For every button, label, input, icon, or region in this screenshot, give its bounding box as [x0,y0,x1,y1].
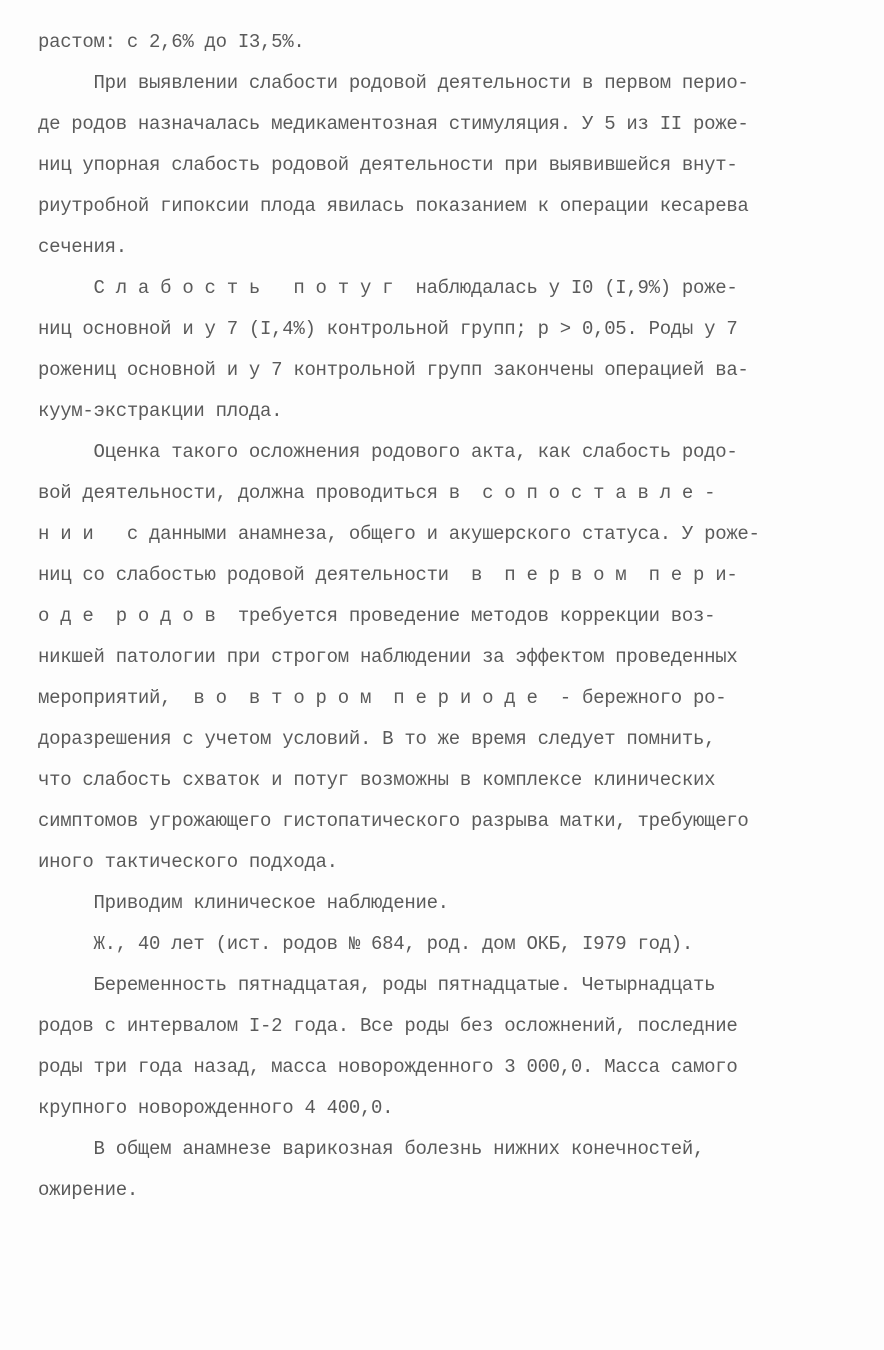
text-line: ниц со слабостью родовой деятельности в п е р в о м п е р и- [38,564,738,586]
text-line: мероприятий, в о в т о р о м п е р и о д е - бережного ро- [38,687,727,709]
text-line: вой деятельности, должна проводиться в с о п о с т а в л е - [38,482,716,504]
text-line: Ж., 40 лет (ист. родов № 684, род. дом ОКБ, I979 год). [38,933,694,955]
text-line: В общем анамнезе варикозная болезнь нижних конечностей, [38,1138,705,1160]
text-line: куум-экстракции плода. [38,400,283,422]
text-line: При выявлении слабости родовой деятельности в первом перио- [38,72,749,94]
text-line: сечения. [38,236,127,258]
text-line: Беременность пятнадцатая, роды пятнадцатые. Четырнадцать [38,974,716,996]
text-line: ниц упорная слабость родовой деятельности при выявившейся внут- [38,154,738,176]
text-line: Приводим клиническое наблюдение. [38,892,449,914]
text-line: де родов назначалась медикаментозная стимуляция. У 5 из II роже- [38,113,749,135]
text-line: роды три года назад, масса новорожденного 3 000,0. Масса самого [38,1056,738,1078]
text-line: н и и с данными анамнеза, общего и акушерского статуса. У роже- [38,523,760,545]
text-line: крупного новорожденного 4 400,0. [38,1097,394,1119]
text-line: симптомов угрожающего гистопатического разрыва матки, требующего [38,810,749,832]
text-line: доразрешения с учетом условий. В то же время следует помнить, [38,728,716,750]
text-line: риутробной гипоксии плода явилась показанием к операции кесарева [38,195,749,217]
text-line: иного тактического подхода. [38,851,338,873]
text-line: никшей патологии при строгом наблюдении за эффектом проведенных [38,646,738,668]
text-line: С л а б о с т ь п о т у г наблюдалась у I0 (I,9%) роже- [38,277,738,299]
text-line: родов с интервалом I-2 года. Все роды без осложнений, последние [38,1015,738,1037]
text-line: ниц основной и у 7 (I,4%) контрольной групп; p > 0,05. Роды у 7 [38,318,738,340]
text-line: о д е р о д о в требуется проведение методов коррекции воз- [38,605,716,627]
text-line: что слабость схваток и потуг возможны в комплексе клинических [38,769,716,791]
text-line: растом: с 2,6% до I3,5%. [38,31,305,53]
document-text [38,22,838,1211]
text-line: Оценка такого осложнения родового акта, как слабость родо- [38,441,738,463]
text-line: ожирение. [38,1179,138,1201]
text-line: рожениц основной и у 7 контрольной групп закончены операцией ва- [38,359,749,381]
